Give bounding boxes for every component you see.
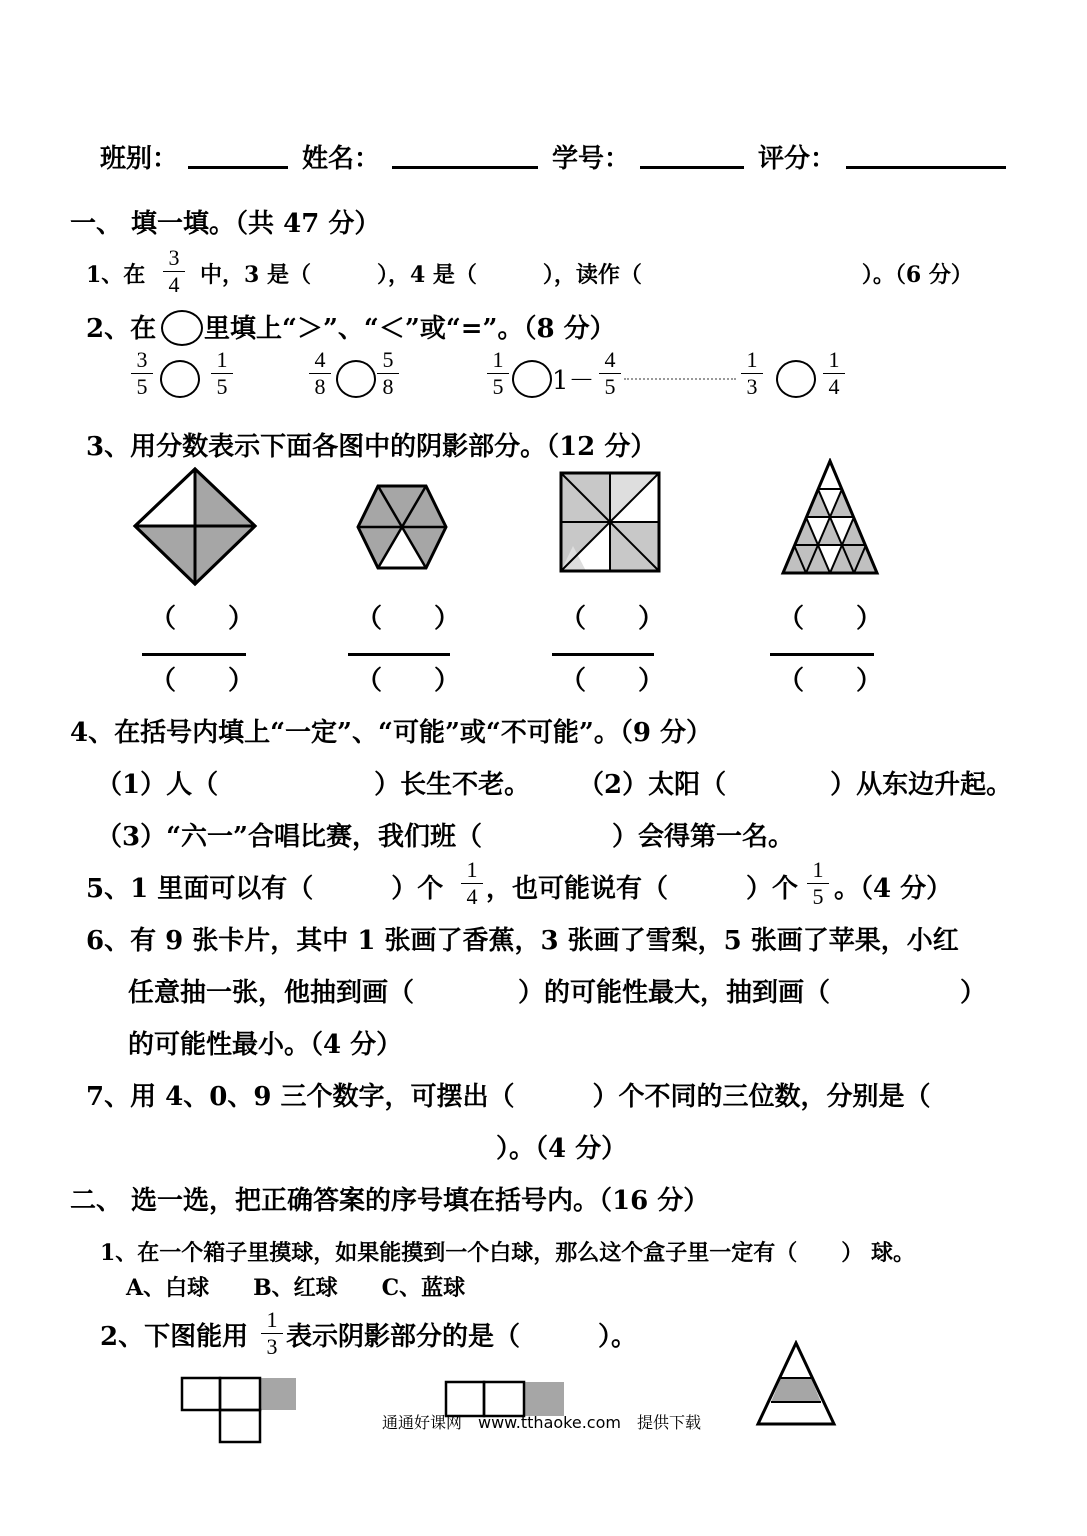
q3-text: 3、用分数表示下面各图中的阴影部分。（12 分） <box>86 432 657 462</box>
name-field[interactable] <box>392 166 538 169</box>
q5-frac1 <box>460 858 484 909</box>
frac-den: 5 <box>492 374 504 399</box>
option-a-figure <box>180 1376 300 1446</box>
class-label: 班别： <box>100 144 179 174</box>
hexagon-figure <box>354 480 450 574</box>
q5-part1: 5、1 里面可以有（ ）个 <box>86 874 444 904</box>
score-label: 评分： <box>758 144 837 174</box>
cmp3-right <box>598 348 622 399</box>
answer-num-3[interactable]: （ ） <box>560 604 665 634</box>
frac-den: 5 <box>604 374 616 399</box>
q5-part3: 。（4 分） <box>834 874 953 904</box>
q7-line1: 7、用 4、0、9 三个数字，可摆出（ ）个不同的三位数，分别是（ <box>86 1082 931 1112</box>
cmp3-right-prefix: 1－ <box>552 366 595 396</box>
number-field[interactable] <box>640 166 744 169</box>
compare-circle-4[interactable] <box>776 360 816 398</box>
frac-den: 5 <box>812 884 824 909</box>
q7-line2: ）。（4 分） <box>496 1134 628 1164</box>
q4-item1: （1）人（ ）长生不老。 <box>96 770 531 800</box>
frac-num: 4 <box>604 347 616 372</box>
q1-fraction <box>162 246 186 297</box>
s2-q2-text: 表示阴影部分的是（ ）。 <box>286 1322 638 1352</box>
frac-den: 3 <box>746 374 758 399</box>
frac-den: 8 <box>314 374 326 399</box>
q2-prefix: 2、在 <box>86 314 157 344</box>
q1-frac-num: 3 <box>168 245 180 270</box>
score-field[interactable] <box>846 166 1006 169</box>
frac-num: 1 <box>492 347 504 372</box>
circle-placeholder-icon <box>161 310 203 346</box>
cmp4-left <box>740 348 764 399</box>
q6-line1: 6、有 9 张卡片，其中 1 张画了香蕉，3 张画了雪梨，5 张画了苹果，小红 <box>86 926 959 956</box>
diamond-figure <box>130 464 260 588</box>
answer-den-3[interactable]: （ ） <box>560 666 665 696</box>
cmp4-right <box>822 348 846 399</box>
number-label: 学号： <box>552 144 631 174</box>
answer-bar-1 <box>142 653 246 656</box>
dotted-divider <box>624 378 736 380</box>
section2-title: 二、 选一选，把正确答案的序号填在括号内。（16 分） <box>70 1186 710 1216</box>
q1-frac-den: 4 <box>168 272 180 297</box>
cmp2-left <box>308 348 332 399</box>
frac-den: 4 <box>466 884 478 909</box>
answer-den-1[interactable]: （ ） <box>150 666 255 696</box>
answer-bar-4 <box>770 653 874 656</box>
q6-line3: 的可能性最小。（4 分） <box>128 1030 403 1060</box>
section1-title: 一、 填一填。（共 47 分） <box>70 209 381 239</box>
frac-num: 1 <box>812 857 824 882</box>
answer-num-4[interactable]: （ ） <box>778 604 883 634</box>
q5-part2: ，也可能说有（ ）个 <box>486 874 799 904</box>
compare-circle-1[interactable] <box>160 360 200 398</box>
q5-frac2 <box>806 858 830 909</box>
option-c-figure <box>754 1340 838 1428</box>
triangle-figure <box>780 458 880 576</box>
frac-den: 8 <box>382 374 394 399</box>
cmp3-left <box>486 348 510 399</box>
cmp1-right <box>210 348 234 399</box>
frac-den: 3 <box>266 1334 278 1359</box>
frac-num: 1 <box>466 857 478 882</box>
frac-den: 5 <box>136 374 148 399</box>
answer-den-4[interactable]: （ ） <box>778 666 883 696</box>
frac-den: 5 <box>216 374 228 399</box>
s2-q2-fraction <box>260 1308 284 1359</box>
s2-q2-prefix: 2、下图能用 <box>100 1322 249 1352</box>
q1-prefix: 1、在 <box>86 262 146 288</box>
answer-den-2[interactable]: （ ） <box>356 666 461 696</box>
answer-num-1[interactable]: （ ） <box>150 604 255 634</box>
answer-num-2[interactable]: （ ） <box>356 604 461 634</box>
class-field[interactable] <box>188 166 288 169</box>
frac-num: 4 <box>314 347 326 372</box>
frac-num: 1 <box>828 347 840 372</box>
q4-text: 4、在括号内填上“一定”、“可能”或“不可能”。（9 分） <box>70 718 712 748</box>
q2-text: 里填上“＞”、“＜”或“=”。（8 分） <box>204 314 616 344</box>
q4-item3: （3）“六一”合唱比赛，我们班（ ）会得第一名。 <box>96 822 795 852</box>
frac-num: 1 <box>216 347 228 372</box>
answer-bar-2 <box>348 653 450 656</box>
q4-item2: （2）太阳（ ）从东边升起。 <box>578 770 1013 800</box>
compare-circle-3[interactable] <box>512 360 552 398</box>
frac-num: 3 <box>136 347 148 372</box>
frac-num: 1 <box>266 1307 278 1332</box>
cmp2-right <box>376 348 400 399</box>
frac-num: 5 <box>382 347 394 372</box>
square-figure <box>558 470 662 574</box>
s2-q1-text: 1、在一个箱子里摸球，如果能摸到一个白球，那么这个盒子里一定有（ ） 球。 <box>100 1240 915 1266</box>
name-label: 姓名： <box>302 144 381 174</box>
q6-line2: 任意抽一张，他抽到画（ ）的可能性最大，抽到画（ ） <box>128 978 987 1008</box>
s2-q1-options: A、白球 B、红球 C、蓝球 <box>126 1275 466 1301</box>
footer-text: 通通好课网 www.tthaoke.com 提供下载 <box>382 1413 701 1432</box>
answer-bar-3 <box>552 653 654 656</box>
q1-text: 中，3 是（ ），4 是（ ），读作（ ）。（6 分） <box>200 262 973 288</box>
frac-num: 1 <box>746 347 758 372</box>
compare-circle-2[interactable] <box>336 360 376 398</box>
cmp1-left <box>130 348 154 399</box>
frac-den: 4 <box>828 374 840 399</box>
